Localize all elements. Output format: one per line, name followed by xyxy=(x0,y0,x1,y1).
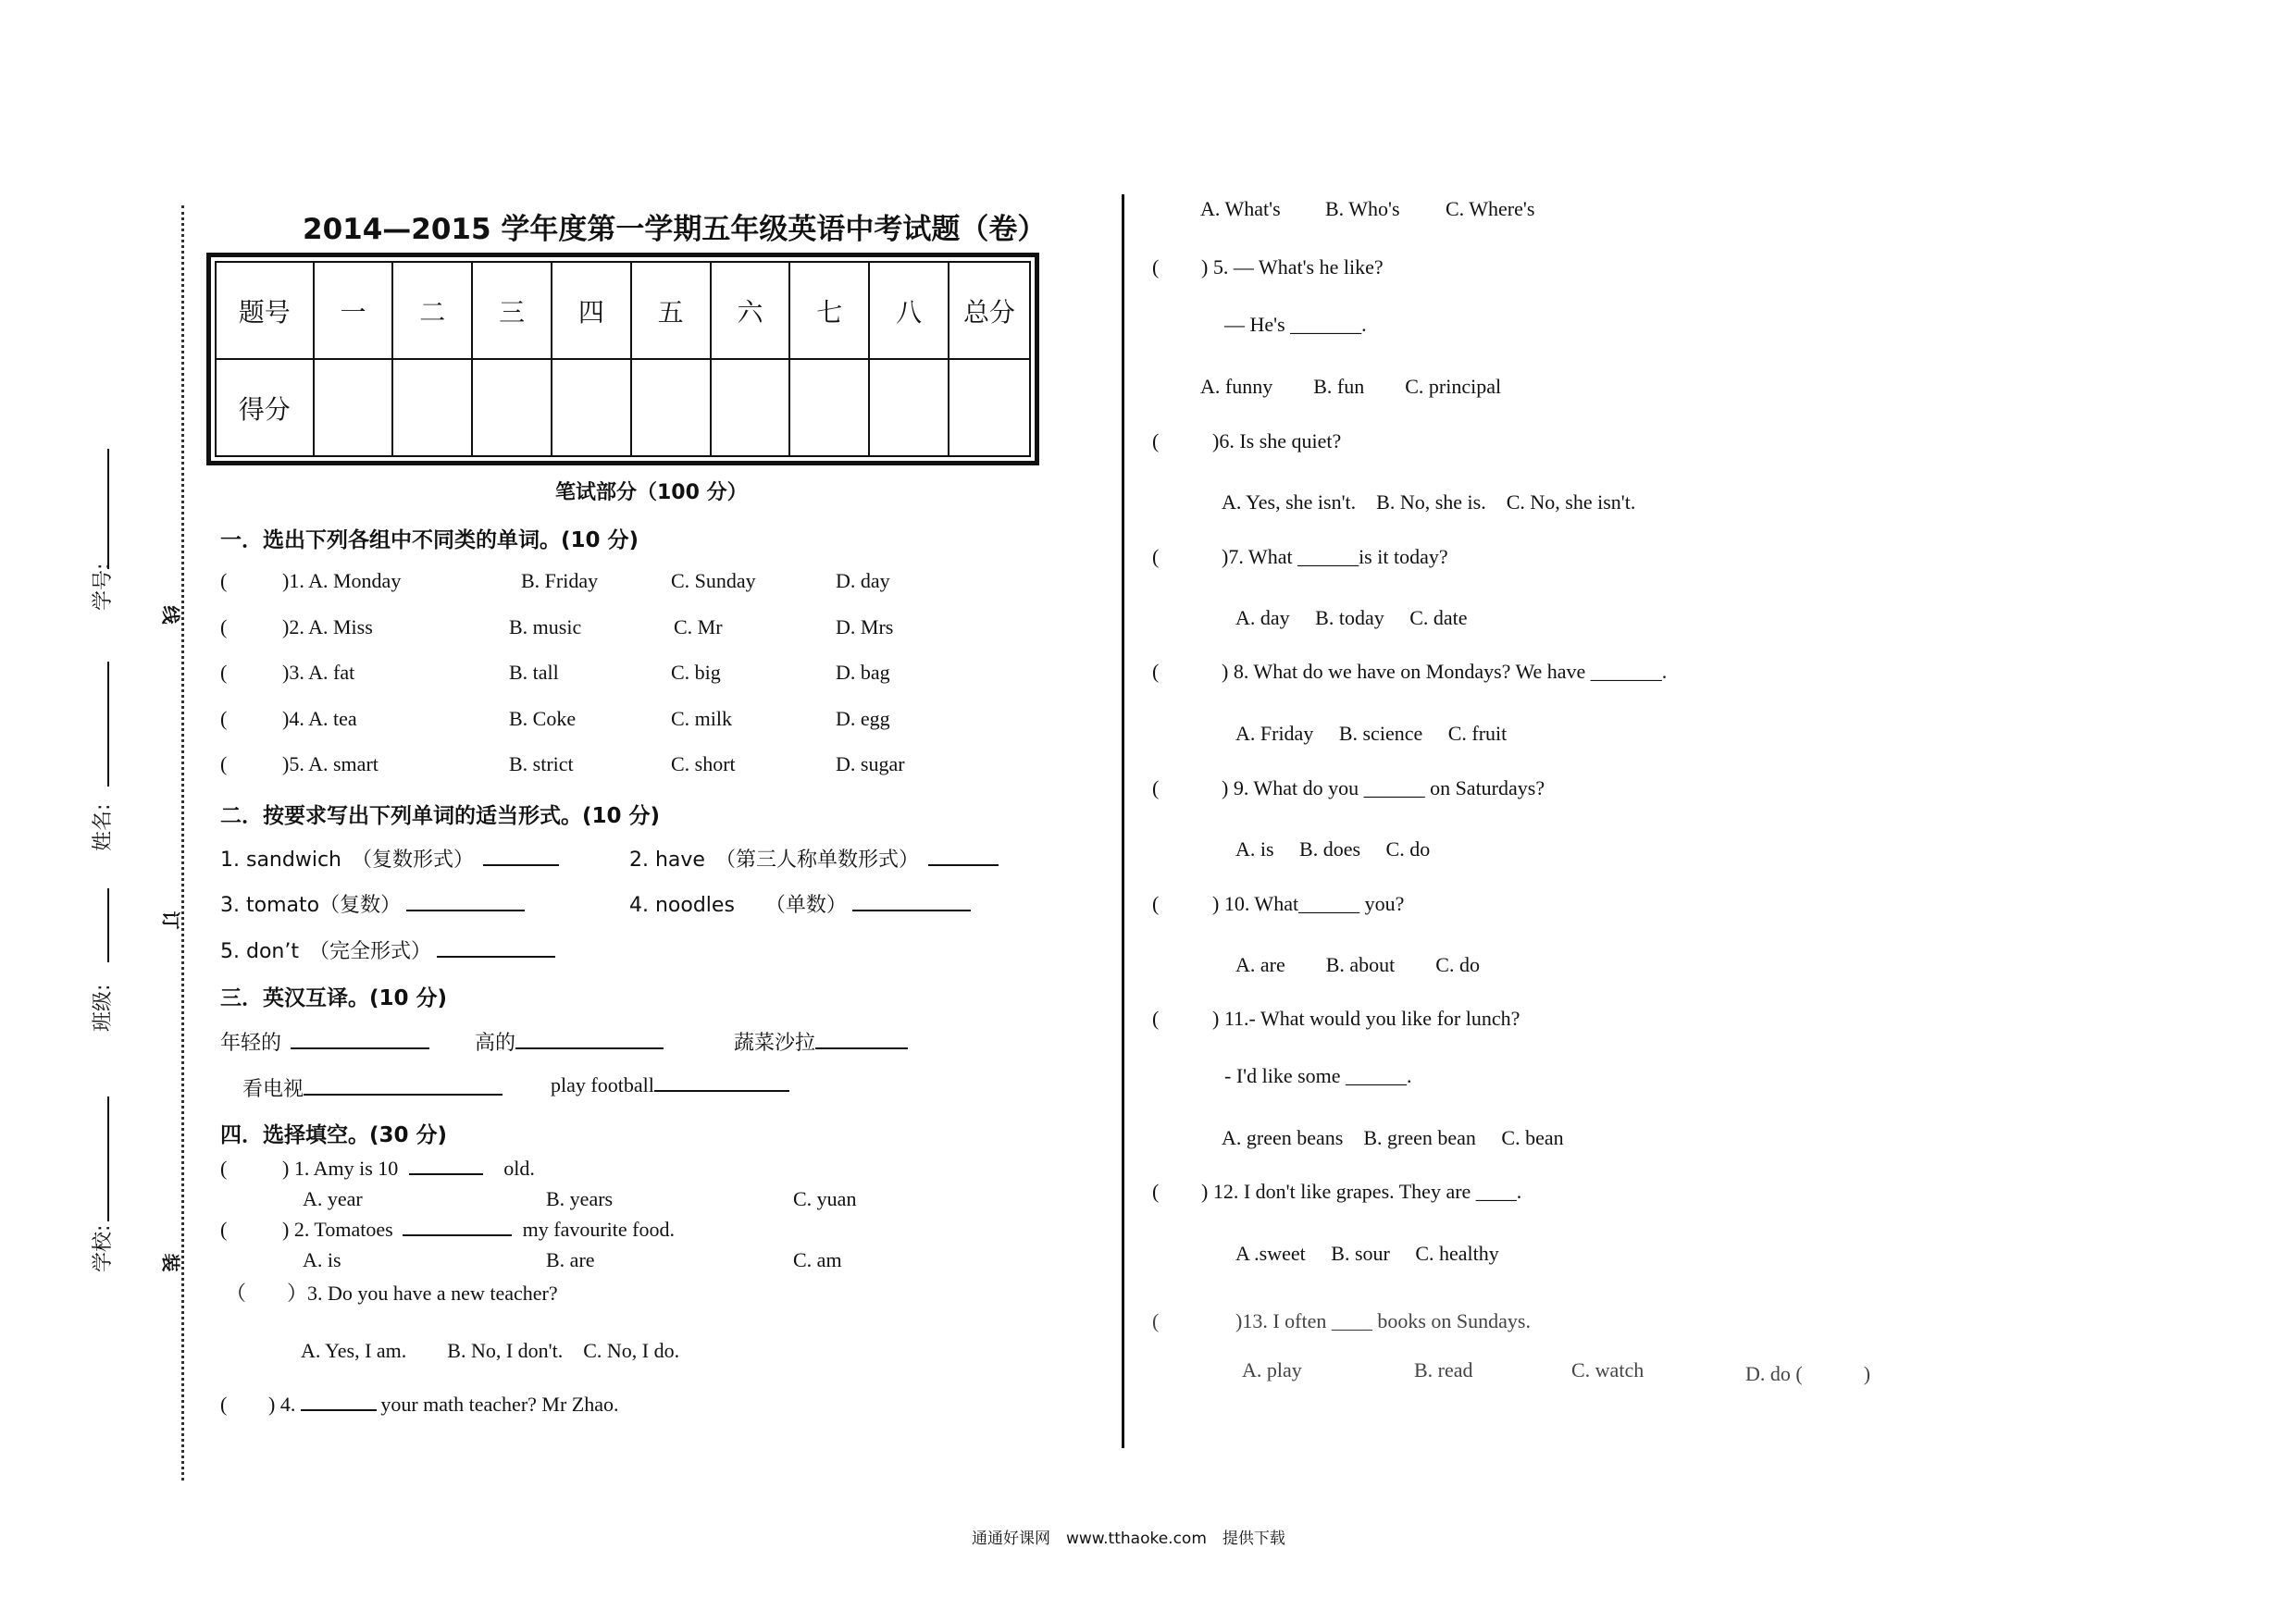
xingming-label: 姓名: xyxy=(92,803,115,851)
answer-blank[interactable] xyxy=(437,939,555,958)
xuexiao-line xyxy=(107,1096,109,1221)
answer-blank[interactable] xyxy=(304,1077,503,1096)
s2-item-5: 5. don’t （完全形式） xyxy=(220,935,555,964)
s4-q7: )7. What ______is it today? xyxy=(1222,545,1448,568)
s1-option-b: B. Coke xyxy=(509,707,577,730)
xuehao-line xyxy=(107,449,109,569)
s4-q2-option: A. is xyxy=(303,1248,341,1271)
s4-q11-options: A. green beans B. green bean C. bean xyxy=(1222,1126,1564,1149)
answer-blank[interactable] xyxy=(409,1157,483,1175)
s4-q4-option: A. What's xyxy=(1200,197,1281,220)
s4-q13-option: C. watch xyxy=(1571,1358,1644,1381)
s4-q4-option: C. Where's xyxy=(1446,197,1535,220)
s1-option-b: B. strict xyxy=(509,752,574,775)
s4-q8-options: A. Friday B. science C. fruit xyxy=(1235,722,1508,745)
paren: ( xyxy=(220,1393,228,1416)
score-cell[interactable] xyxy=(552,359,631,456)
xuehao-label: 学号: xyxy=(92,563,115,611)
s4-q4: ) 4. your math teacher? Mr Zhao. xyxy=(268,1393,619,1416)
s1-option-c: C. Sunday xyxy=(671,569,756,592)
paren: ( xyxy=(1152,1007,1160,1030)
score-table xyxy=(206,253,1039,465)
s4-q5-options: A. funny B. fun C. principal xyxy=(1200,375,1502,398)
xingming-line xyxy=(107,662,109,787)
answer-blank[interactable] xyxy=(483,848,559,866)
paren: ( xyxy=(1152,1309,1160,1332)
paren: ( xyxy=(1152,255,1160,279)
s4-q12-options: A .sweet B. sour C. healthy xyxy=(1235,1242,1499,1265)
answer-blank[interactable] xyxy=(852,893,971,911)
s4-q3: （ ）3. Do you have a new teacher? xyxy=(226,1282,558,1305)
section-3-heading: 三．英汉互译。(10 分) xyxy=(220,986,448,1010)
s1-option-d: D. Mrs xyxy=(836,615,894,638)
s2-item-2: 2. have （第三人称单数形式） xyxy=(629,844,999,873)
answer-blank[interactable] xyxy=(291,1031,429,1049)
paren: ( xyxy=(220,707,228,730)
seal-char-xian: 线 xyxy=(159,605,182,625)
s4-q1-option: A. year xyxy=(303,1187,363,1210)
score-header-cell: 六 xyxy=(711,262,790,359)
score-cell[interactable] xyxy=(711,359,790,456)
s4-q11-answer: - I'd like some ______. xyxy=(1224,1064,1412,1087)
score-header-cell: 题号 xyxy=(216,262,314,359)
s4-q12: ) 12. I don't like grapes. They are ____. xyxy=(1201,1180,1522,1203)
section-4-heading: 四．选择填空。(30 分) xyxy=(220,1123,448,1147)
score-header-cell: 七 xyxy=(789,262,869,359)
score-cell[interactable] xyxy=(392,359,472,456)
score-header-cell: 三 xyxy=(472,262,552,359)
s4-q9-options: A. is B. does C. do xyxy=(1235,837,1431,861)
s3-word-5: play football xyxy=(551,1073,789,1097)
written-part-label: 笔试部分（100 分） xyxy=(555,481,748,504)
paren: ( xyxy=(220,1157,228,1180)
s4-q4-option: B. Who's xyxy=(1325,197,1400,220)
banji-label: 班级: xyxy=(92,984,115,1032)
s4-q1-option: C. yuan xyxy=(793,1187,857,1210)
s4-q1: ) 1. Amy is 10 old. xyxy=(282,1157,535,1180)
s3-word-3: 蔬菜沙拉 xyxy=(734,1027,908,1056)
s1-option-c: C. Mr xyxy=(674,615,723,638)
s1-option-c: C. big xyxy=(671,661,721,684)
s4-q5-answer: — He's _______. xyxy=(1224,313,1367,336)
s4-q9: ) 9. What do you ______ on Saturdays? xyxy=(1222,776,1545,799)
s1-option-c: C. short xyxy=(671,752,736,775)
answer-blank[interactable] xyxy=(403,1218,512,1236)
s4-q7-options: A. day B. today C. date xyxy=(1235,606,1468,629)
s3-word-1: 年轻的 xyxy=(220,1027,429,1056)
s3-word-4: 看电视 xyxy=(242,1073,503,1102)
s4-q2-option: B. are xyxy=(546,1248,595,1271)
section-2-heading: 二．按要求写出下列单词的适当形式。(10 分) xyxy=(220,804,661,828)
s4-q13-option: D. do ( ) xyxy=(1745,1362,1871,1385)
score-cell[interactable] xyxy=(789,359,869,456)
s1-option-b: B. tall xyxy=(509,661,559,684)
score-header-cell: 四 xyxy=(552,262,631,359)
page-title: 2014—2015 学年度第一学期五年级英语中考试题（卷） xyxy=(303,213,1047,246)
xuexiao-label: 学校: xyxy=(92,1224,115,1272)
paren: ( xyxy=(220,569,228,592)
s4-q8: ) 8. What do we have on Mondays? We have _______. xyxy=(1222,660,1668,683)
column-divider xyxy=(1122,194,1124,1448)
s1-option-d: D. bag xyxy=(836,661,890,684)
score-cell[interactable] xyxy=(472,359,552,456)
answer-blank[interactable] xyxy=(928,848,999,866)
s4-q13: )13. I often ____ books on Sundays. xyxy=(1235,1309,1531,1332)
paren: ( xyxy=(1152,892,1160,915)
s1-option-a: )4. A. tea xyxy=(282,707,357,730)
paren: ( xyxy=(1152,776,1160,799)
s1-option-d: D. sugar xyxy=(836,752,905,775)
s1-option-a: )5. A. smart xyxy=(282,752,379,775)
section-1-heading: 一．选出下列各组中不同类的单词。(10 分) xyxy=(220,528,639,552)
score-cell[interactable] xyxy=(869,359,949,456)
s1-option-a: )3. A. fat xyxy=(282,661,355,684)
score-cell[interactable] xyxy=(949,359,1030,456)
answer-blank[interactable] xyxy=(815,1031,908,1049)
score-header-cell: 一 xyxy=(314,262,393,359)
answer-blank[interactable] xyxy=(515,1031,664,1049)
s1-option-a: )2. A. Miss xyxy=(282,615,373,638)
s4-q2-option: C. am xyxy=(793,1248,842,1271)
s3-word-2: 高的 xyxy=(475,1027,664,1056)
score-row-label: 得分 xyxy=(216,359,314,456)
s4-q1-option: B. years xyxy=(546,1187,614,1210)
s4-q6-options: A. Yes, she isn't. B. No, she is. C. No, she isn't. xyxy=(1222,490,1636,514)
binding-dotted-line xyxy=(181,205,184,1481)
score-cell[interactable] xyxy=(631,359,711,456)
s4-q10: ) 10. What______ you? xyxy=(1212,892,1405,915)
answer-blank[interactable] xyxy=(654,1073,789,1092)
s4-q11: ) 11.- What would you like for lunch? xyxy=(1212,1007,1520,1030)
s4-q10-options: A. are B. about C. do xyxy=(1235,953,1480,976)
paren: ( xyxy=(220,752,228,775)
score-header-cell: 总分 xyxy=(949,262,1030,359)
s4-q13-option: B. read xyxy=(1414,1358,1473,1381)
banji-line xyxy=(107,888,109,962)
paren: ( xyxy=(1152,660,1160,683)
paren: ( xyxy=(1152,545,1160,568)
s1-option-d: D. egg xyxy=(836,707,890,730)
s1-option-b: B. music xyxy=(509,615,582,638)
score-cell[interactable] xyxy=(314,359,393,456)
s4-q5: ) 5. — What's he like? xyxy=(1201,255,1384,279)
s1-option-b: B. Friday xyxy=(521,569,599,592)
s4-q3-options: A. Yes, I am. B. No, I don't. C. No, I do. xyxy=(301,1339,680,1362)
s4-q2: ) 2. Tomatoes my favourite food. xyxy=(282,1218,676,1241)
score-header-cell: 二 xyxy=(392,262,472,359)
s4-q13-option: A. play xyxy=(1242,1358,1302,1381)
s2-item-4: 4. noodles （单数） xyxy=(629,889,971,918)
seal-char-ding: 订 xyxy=(159,911,182,930)
paren: ( xyxy=(220,661,228,684)
paren: ( xyxy=(1152,1180,1160,1203)
paren: ( xyxy=(220,615,228,638)
seal-char-zhuang: 装 xyxy=(159,1253,182,1272)
answer-blank[interactable] xyxy=(301,1393,377,1411)
paren: ( xyxy=(220,1218,228,1241)
score-header-cell: 五 xyxy=(631,262,711,359)
s2-item-1: 1. sandwich （复数形式） xyxy=(220,844,559,873)
answer-blank[interactable] xyxy=(406,893,525,911)
paren: ( xyxy=(1152,429,1160,452)
footer-watermark: 通通好课网 www.tthaoke.com 提供下载 xyxy=(972,1530,1285,1548)
s1-option-d: D. day xyxy=(836,569,890,592)
s2-item-3: 3. tomato（复数） xyxy=(220,889,525,918)
s1-option-c: C. milk xyxy=(671,707,733,730)
s4-q6: )6. Is she quiet? xyxy=(1212,429,1342,452)
score-header-cell: 八 xyxy=(869,262,949,359)
s1-option-a: )1. A. Monday xyxy=(282,569,402,592)
